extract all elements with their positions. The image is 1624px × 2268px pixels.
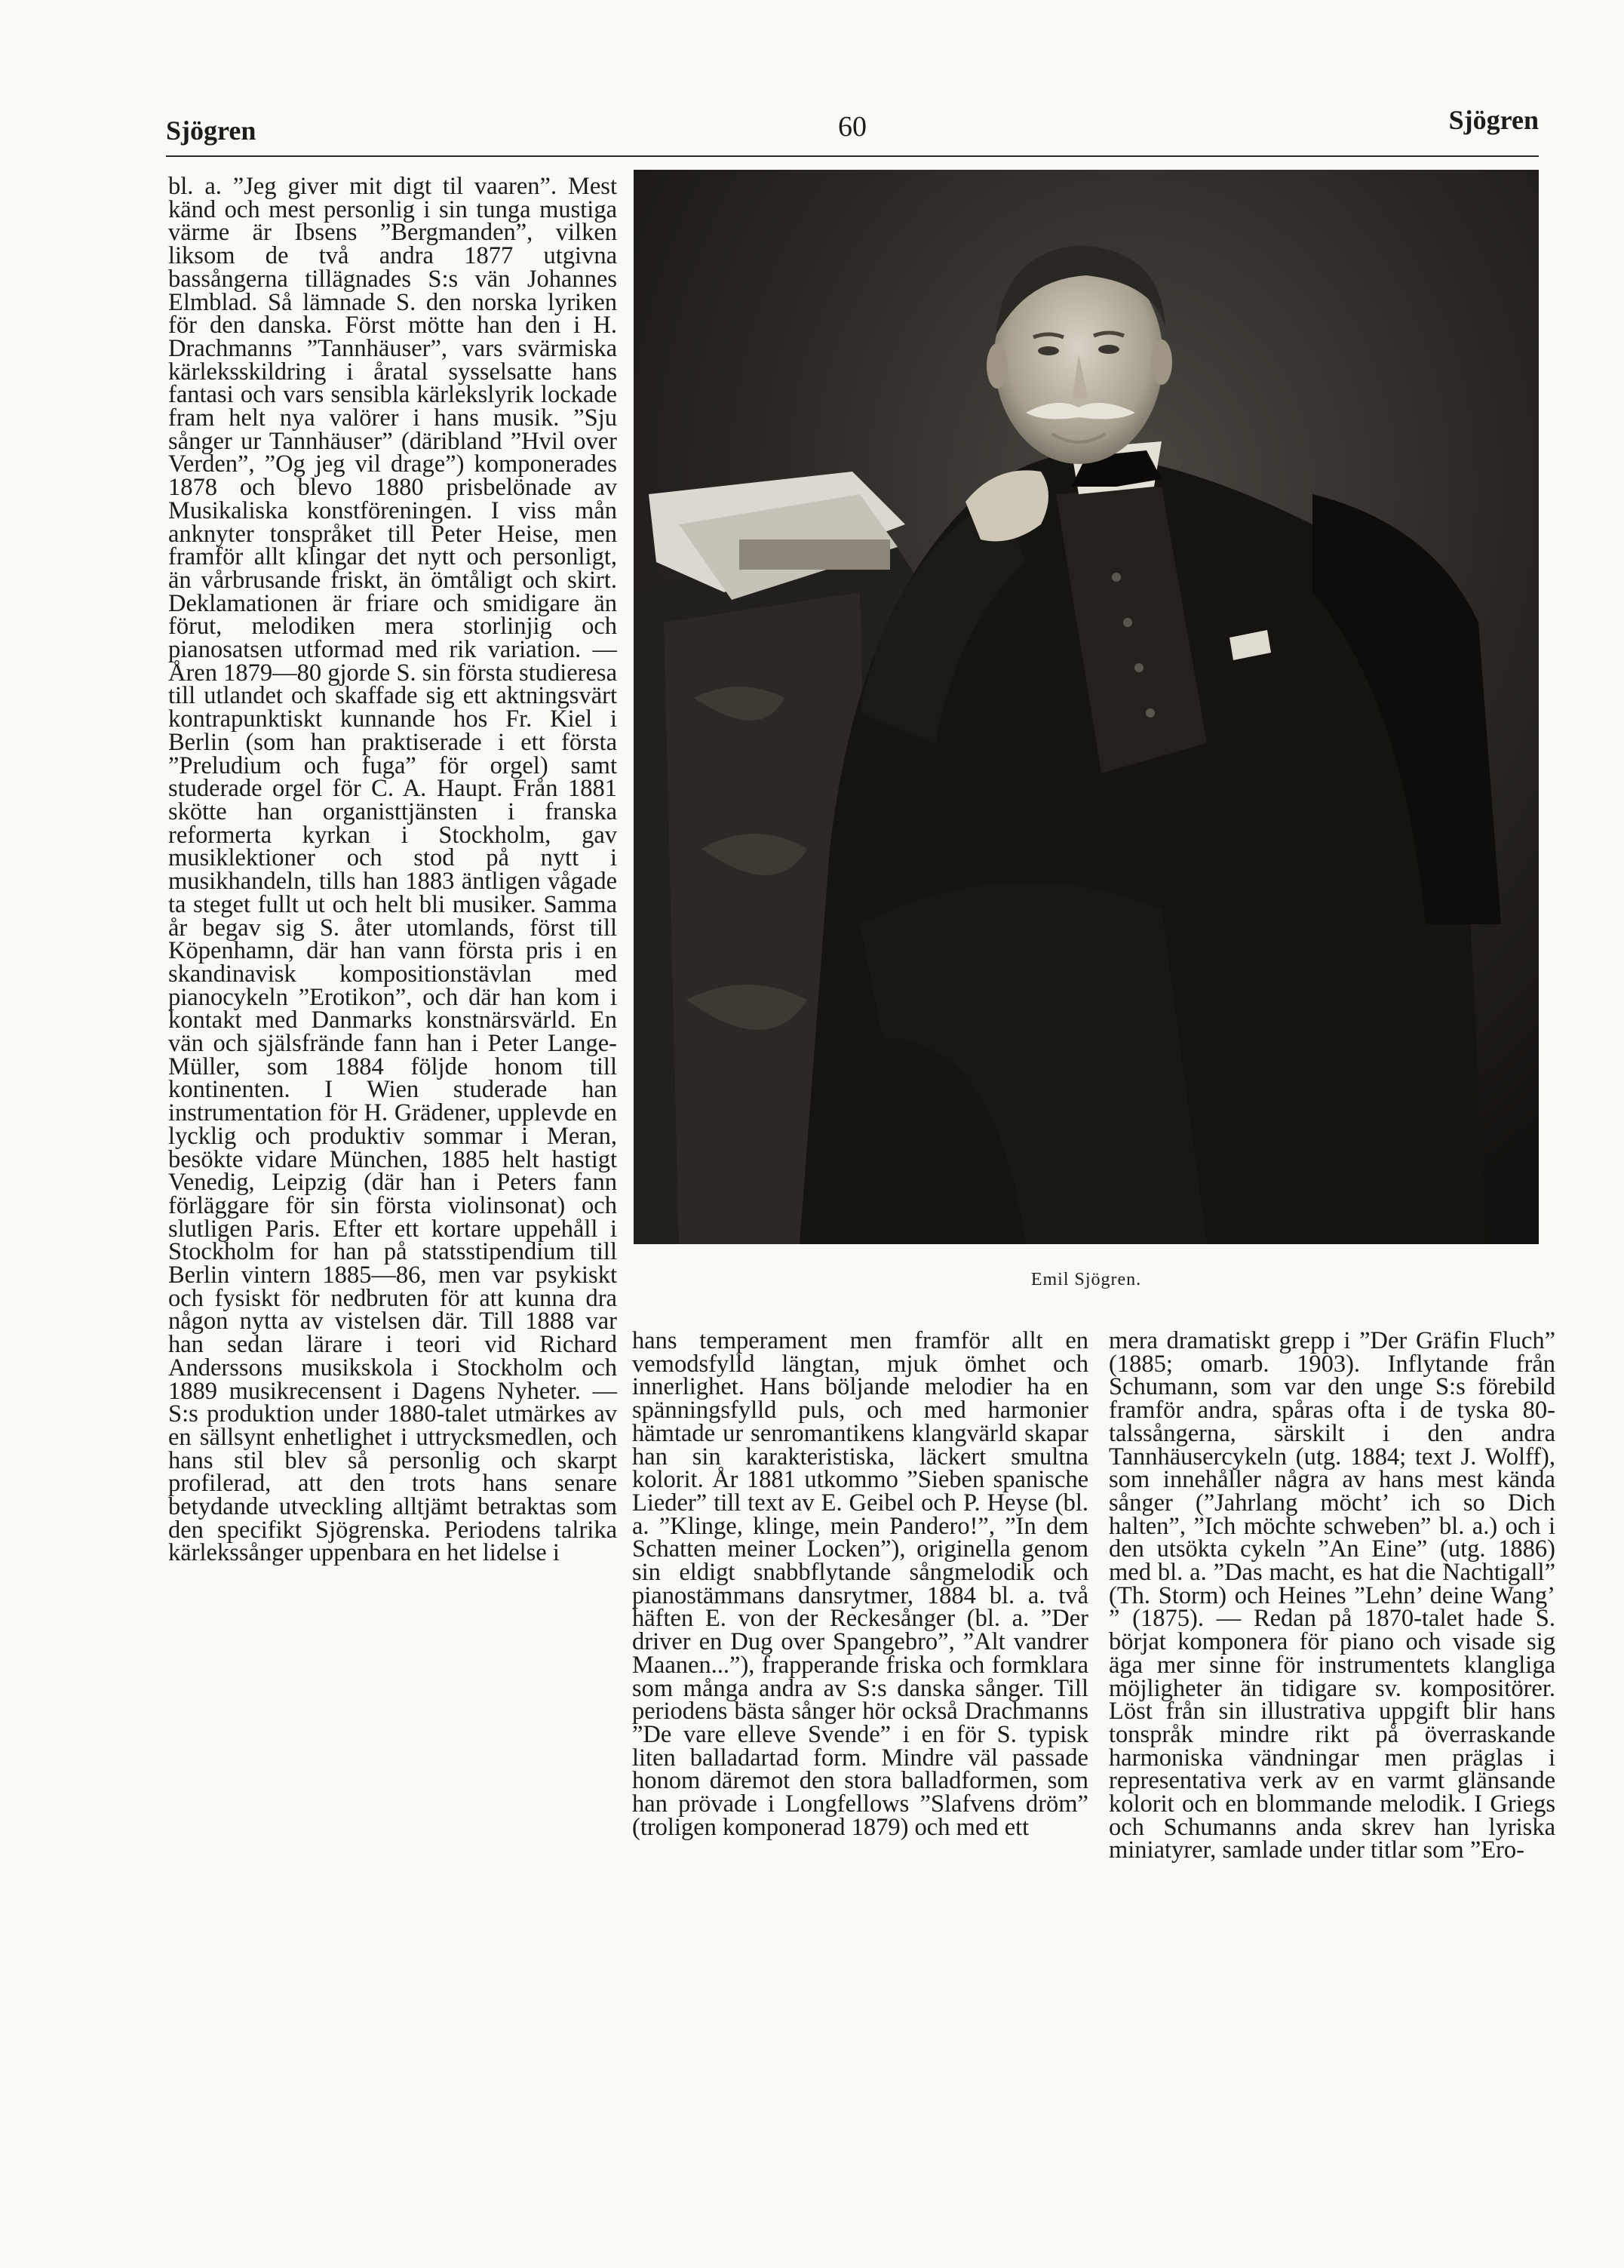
running-head-left: Sjögren (166, 115, 256, 146)
portrait-photo (634, 170, 1539, 1244)
text-column-1 (168, 175, 617, 1565)
page-number: 60 (838, 111, 867, 143)
column-2-text: hans temperament men framför allt en vemodsfylld längtan, mjuk ömhet och innerlighet. Hans böljande melodier ha en spänningsfylld puls, och med harmonier hämtade ur senromantikens klangvärld skapar han sin karakteristiska, läckert smultna kolorit. År 1881 utkommo ”Sieben spanische Lieder” till text av E. Geibel och P. Heyse (bl. a. ”Klinge, klinge, mein Pandero!”, ”In dem Schatten meiner Locken”), originella genom sin eldigt snabbflytande sångmelodik och pianostämmans dansrytmer, 1884 bl. a. två häften E. von der Reckesånger (bl. a. ”Der driver en Dug over Spangebro”, ”Alt vandrer Maanen...”), frapperande friska och formklara som många andra av S:s danska sånger. Till periodens bästa sånger hör också Drachmanns ”De vare elleve Svende” i en för S. typisk liten balladartad form. Mindre väl passade honom däremot den stora balladformen, som han prövade i Longfellows ”Slafvens dröm” (troligen komponerad 1879) och med ett (632, 1327, 1088, 1841)
column-3-text: mera dramatiskt grepp i ”Der Gräfin Fluch” (1885; omarb. 1903). Inflytande från Schumann, som var den unge S:s förebild framför andra, spåras ofta i de tyska 80-talssångerna, särskilt i den andra Tannhäusercykeln (utg. 1884; text J. Wolff), som innehåller några av hans mest kända sånger (”Jahrlang möcht’ ich so Dich halten”, ”Ich möchte schweben” bl. a.) och i den utsökta cykeln ”An Eine” (utg. 1886) med bl. a. ”Das macht, es hat die Nachtigall” (Th. Storm) och Heines ”Lehn’ deine Wang’ ” (1875). — Redan på 1870-talet hade S. börjat komponera för piano och visade sig äga mer sinne för instrumentets klangliga möjligheter än tidigare sv. kompositörer. Löst från sin illustrativa uppgift blir hans tonspråk mindre rikt på överraskande harmoniska vändningar men präglas i representativa verk av en varmt glänsande kolorit och en blommande melodik. I Griegs och Schumanns anda skrev han lyriska miniatyrer, samlade under titlar som ”Ero- (1109, 1327, 1555, 1864)
text-column-3 (1109, 1329, 1555, 1862)
page-header (166, 103, 1539, 155)
text-column-2 (632, 1329, 1088, 1839)
column-1-text: bl. a. ”Jeg giver mit digt til vaaren”. Mest känd och mest personlig i sin tunga mustiga värme är Ibsens ”Bergmanden”, vilken liksom de två andra 1877 utgivna bassångerna tillägnades S:s vän Johannes Elmblad. Så lämnade S. den norska lyriken för den danska. Först mötte han den i H. Drachmanns ”Tannhäuser”, vars svärmiska kärleksskildring i åratal sysselsatte hans fantasi och vars sensibla kärlekslyrik lockade fram helt nya valörer i hans musik. ”Sju sånger ur Tannhäuser” (däribland ”Hvil over Verden”, ”Og jeg vil drage”) komponerades 1878 och blevo 1880 prisbelönade av Musikaliska konstföreningen. I viss mån anknyter tonspråket till Peter Heise, men framför allt klingar det nytt och personligt, än vårbrusande friskt, än ömtåligt och skirt. Deklamationen är friare och smidigare än förut, melodiken mera storlinjig och pianosatsen utformad med rik variation. — Åren 1879—80 gjorde S. sin första studieresa till utlandet och skaffade sig ett aktningsvärt kontrapunktiskt kunnande hos Fr. Kiel i Berlin (som han praktiserade i ett första ”Preludium och fuga” för orgel) samt studerade orgel för C. A. Haupt. Från 1881 skötte han organisttjänsten i franska reformerta kyrkan i Stockholm, gav musiklektioner och stod på nytt i musikhandeln, tills han 1883 äntligen vågade ta steget fullt ut och helt bli musiker. Samma år begav sig S. åter utomlands, först till Köpenhamn, där han vann första pris i en skandinavisk kompositionstävlan med pianocykeln ”Erotikon”, och där han kom i kontakt med Danmarks konstnärsvärld. En vän och själsfrände fann han i Peter Lange-Müller, som 1884 följde honom till kontinenten. I Wien studerade han instrumentation för H. Grädener, upplevde en lycklig och produktiv sommar i Meran, besökte vidare München, 1885 helt hastigt Venedig, Leipzig (där han i Peters fann förläggare för sin första violinsonat) och slutligen Paris. Efter ett kortare uppehåll i Stockholm for han på statsstipendium till Berlin vintern 1885—86, men var psykiskt och fysiskt för nedbruten för att kunna dra någon nytta av vistelsen där. Till 1888 var han sedan lärare i teori vid Richard Anderssons musikskola i Stockholm och 1889 musikrecensent i Dagens Nyheter. — S:s produktion under 1880-talet utmärkes av en sällsynt enhetlighet i uttrycksmedlen, och hans stil blev så personlig och skarpt profilerad, att den trots hans senare betydande utveckling alltjämt betraktas som den specifikt Sjögrenska. Periodens talrika kärlekssånger uppenbara en het lidelse i (168, 173, 617, 1567)
figure-caption: Emil Sjögren. (1030, 1270, 1142, 1289)
running-head-right: Sjögren (1448, 105, 1539, 135)
portrait-illustration (634, 170, 1539, 1244)
header-rule (166, 155, 1539, 157)
